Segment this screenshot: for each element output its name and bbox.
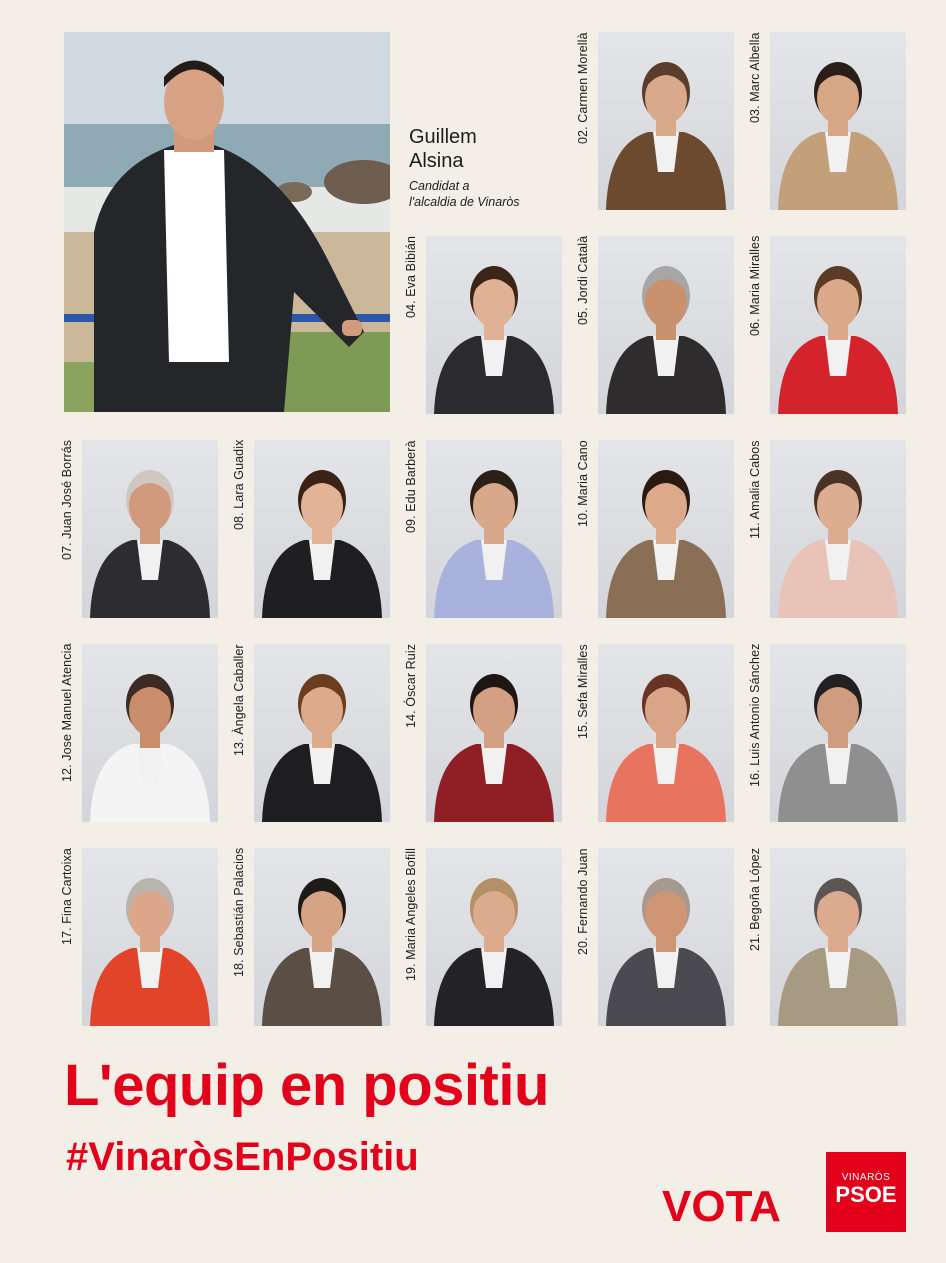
lead-candidate-name (409, 125, 477, 173)
candidate-label: 15. Sefa Miralles (576, 644, 590, 739)
lead-candidate-role (409, 178, 520, 210)
candidate-photo (770, 440, 906, 618)
lead-role-line1: Candidat a (409, 179, 470, 193)
logo-party: PSOE (835, 1182, 897, 1207)
candidate-photo (82, 440, 218, 618)
candidate-label: 03. Marc Albella (748, 32, 762, 123)
lead-candidate-photo (64, 32, 390, 412)
candidate-photo (82, 644, 218, 822)
candidate-photo (426, 644, 562, 822)
candidate-label: 16. Luis Antonio Sánchez (748, 644, 762, 788)
logo-city: VINARÒS (841, 1172, 891, 1183)
candidate-label: 08. Lara Guadix (232, 440, 246, 531)
vote-label: VOTA (662, 1182, 781, 1231)
candidate-photo (598, 32, 734, 210)
candidate-photo (254, 644, 390, 822)
campaign-hashtag: #VinaròsEnPositiu (66, 1135, 419, 1179)
candidate-label: 09. Edu Barberà (404, 440, 418, 533)
candidate-photo (598, 848, 734, 1026)
candidate-photo (770, 236, 906, 414)
candidate-photo (598, 644, 734, 822)
candidate-label: 12. Jose Manuel Atencia (60, 644, 74, 783)
candidate-photo (426, 236, 562, 414)
candidate-label: 06. Maria Miralles (748, 236, 762, 337)
candidate-label: 11. Amalia Cabos (748, 440, 762, 539)
candidate-photo (426, 848, 562, 1026)
candidate-photo (598, 440, 734, 618)
candidate-label: 21. Begoña López (748, 848, 762, 952)
candidate-photo (254, 848, 390, 1026)
candidate-label: 17. Fina Cartoixa (60, 848, 74, 945)
campaign-headline: L'equip en positiu (64, 1053, 549, 1118)
candidate-label: 19. Maria Angeles Bofill (404, 848, 418, 982)
candidate-label: 02. Carmen Morellà (576, 32, 590, 144)
lead-name-last: Alsina (409, 150, 464, 172)
lead-role-line2: l'alcaldia de Vinaròs (409, 195, 520, 209)
candidate-label: 20. Fernando Juan (576, 848, 590, 955)
candidate-label: 05. Jordi Català (576, 236, 590, 326)
candidate-photo (426, 440, 562, 618)
candidate-label: 14. Óscar Ruiz (404, 644, 418, 729)
candidate-photo (770, 644, 906, 822)
candidate-photo (82, 848, 218, 1026)
candidate-photo (598, 236, 734, 414)
candidate-label: 04. Eva Bibián (404, 236, 418, 319)
candidate-label: 10. Maria Cano (576, 440, 590, 527)
psoe-logo (826, 1152, 906, 1232)
candidate-photo (254, 440, 390, 618)
candidate-label: 13. Àngela Caballer (232, 644, 246, 756)
candidate-photo (770, 32, 906, 210)
candidate-label: 18. Sebastián Palacios (232, 848, 246, 978)
candidate-photo (770, 848, 906, 1026)
lead-name-first: Guillem (409, 126, 477, 148)
candidate-label: 07. Juan José Borrás (60, 440, 74, 561)
